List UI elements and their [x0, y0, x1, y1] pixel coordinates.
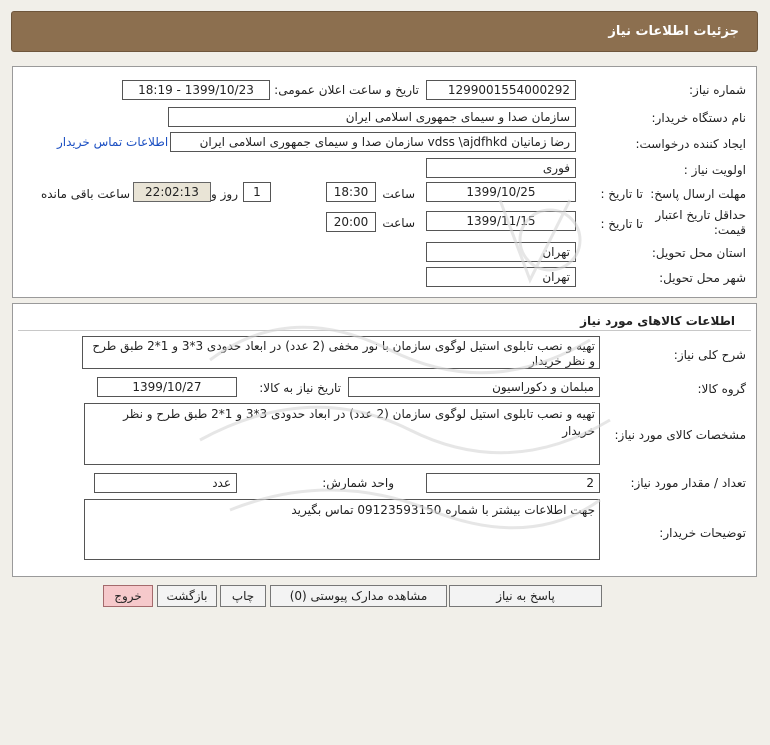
- buyer-contact-link[interactable]: اطلاعات تماس خریدار: [57, 135, 169, 149]
- group-label: گروه کالا:: [697, 382, 746, 396]
- city-field: تهران: [426, 267, 576, 287]
- spec-field: تهیه و نصب تابلوی استیل لوگوی سازمان (2 عدد) در ابعاد حدودی 3*3 و 1*2 طبق طرح و نظر خریدار: [84, 403, 600, 465]
- need-date-field: 1399/10/27: [97, 377, 237, 397]
- need-number-label: شماره نیاز:: [689, 83, 746, 97]
- priority-label: اولویت نیاز :: [683, 163, 746, 177]
- announce-label: تاریخ و ساعت اعلان عمومی:: [274, 83, 419, 97]
- validity-time-field: 20:00: [326, 212, 376, 232]
- view-attachments-button[interactable]: مشاهده مدارک پیوستی (0): [270, 585, 447, 607]
- buyer-org-field: سازمان صدا و سیمای جمهوری اسلامی ایران: [168, 107, 576, 127]
- announce-datetime-field: 1399/10/23 - 18:19: [122, 80, 270, 100]
- city-label: شهر محل تحویل:: [659, 271, 746, 285]
- province-label: استان محل تحویل:: [651, 246, 746, 260]
- exit-button[interactable]: خروج: [103, 585, 153, 607]
- deadline-date-field: 1399/10/25: [426, 182, 576, 202]
- buyer-notes-field: جهت اطلاعات بیشتر با شماره 09123593150 تماس بگیرید: [84, 499, 600, 560]
- deadline-time-label: ساعت: [382, 187, 415, 201]
- days-remaining-field: 1: [243, 182, 271, 202]
- section-divider: [18, 330, 751, 331]
- group-field: مبلمان و دکوراسیون: [348, 377, 600, 397]
- summary-field: تهیه و نصب تابلوی استیل لوگوی سازمان با نور مخفی (2 عدد) در ابعاد حدودی 3*3 و 1*2 طبق طرح و نظر خریدار: [82, 336, 600, 369]
- qty-field: 2: [426, 473, 600, 493]
- page-title: جزئیات اطلاعات نیاز: [11, 11, 758, 52]
- print-button[interactable]: چاپ: [220, 585, 266, 607]
- goods-section-title: اطلاعات کالاهای مورد نیاز: [580, 314, 735, 328]
- remaining-time-label: ساعت باقی مانده: [40, 187, 130, 201]
- deadline-until-label: تا تاریخ :: [600, 187, 643, 201]
- qty-label: تعداد / مقدار مورد نیاز:: [630, 476, 746, 490]
- buyer-notes-label: توضیحات خریدار:: [659, 526, 746, 540]
- need-date-label: تاریخ نیاز به کالا:: [259, 381, 341, 395]
- requester-label: ایجاد کننده درخواست:: [635, 137, 746, 151]
- province-field: تهران: [426, 242, 576, 262]
- summary-label: شرح کلی نیاز:: [673, 348, 746, 362]
- unit-field: عدد: [94, 473, 237, 493]
- validity-date-field: 1399/11/15: [426, 211, 576, 231]
- spec-label: مشخصات کالای مورد نیاز:: [614, 428, 746, 442]
- validity-until-label: تا تاریخ :: [600, 217, 643, 231]
- validity-label: حداقل تاریخ اعتبار قیمت:: [655, 208, 746, 237]
- deadline-time-field: 18:30: [326, 182, 376, 202]
- need-number-field: 1299001554000292: [426, 80, 576, 100]
- back-button[interactable]: بازگشت: [157, 585, 217, 607]
- need-info-panel: [12, 66, 757, 298]
- buyer-org-label: نام دستگاه خریدار:: [651, 111, 746, 125]
- deadline-label: مهلت ارسال پاسخ:: [650, 187, 746, 201]
- remaining-time-field: 22:02:13: [133, 182, 211, 202]
- requester-field: رضا زمانیان vdss \ajdfhkd سازمان صدا و سیمای جمهوری اسلامی ایران: [170, 132, 576, 152]
- reply-button[interactable]: پاسخ به نیاز: [449, 585, 602, 607]
- unit-label: واحد شمارش:: [322, 476, 394, 490]
- validity-time-label: ساعت: [382, 216, 415, 230]
- days-label: روز و: [211, 187, 238, 201]
- priority-field: فوری: [426, 158, 576, 178]
